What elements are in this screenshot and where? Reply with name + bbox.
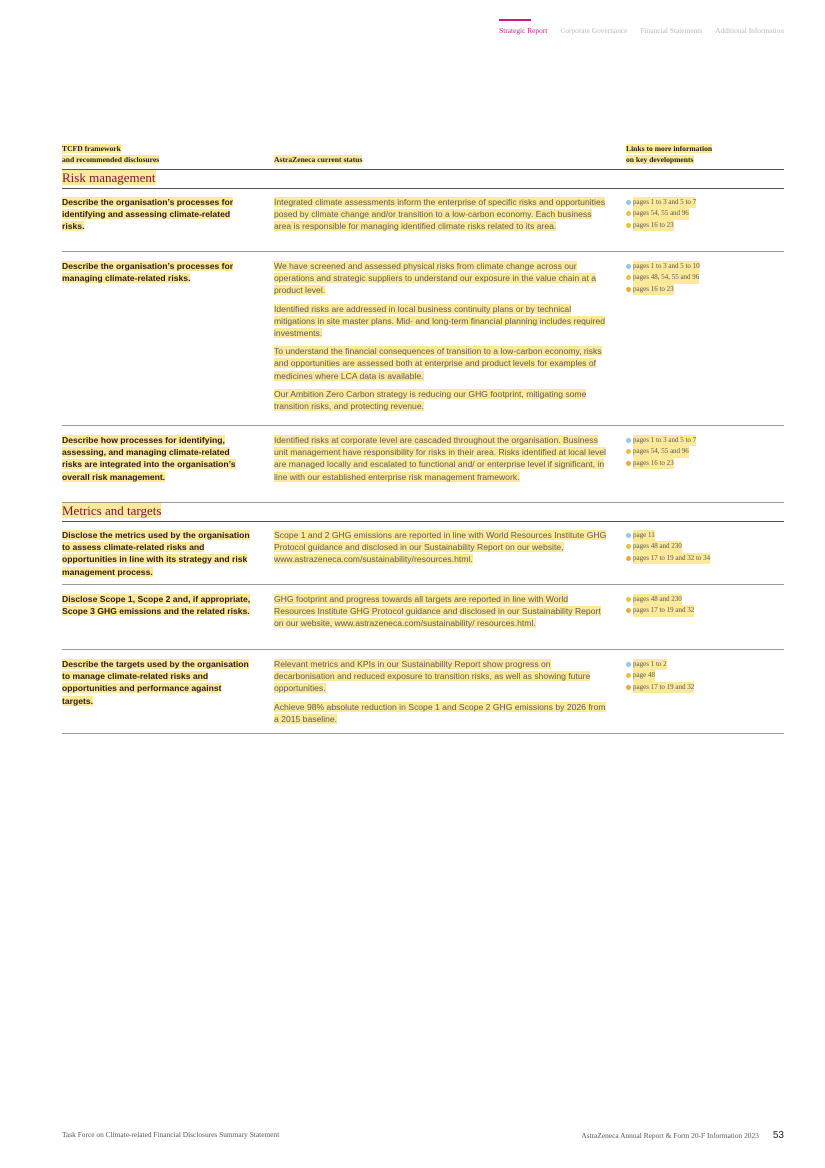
disclosure-text: Disclose the metrics used by the organisation to assess climate-related risks and opportunities in line with its strategy and risk management process. [62, 530, 250, 577]
header-links-line1: Links to more information [626, 144, 713, 153]
header-links [626, 143, 712, 165]
links-cell [626, 659, 776, 693]
table-row [62, 520, 784, 585]
links-cell [626, 530, 776, 564]
page-reference-text: pages 1 to 3 and 5 to 7 [633, 435, 696, 446]
page-number: 53 [772, 1130, 784, 1141]
disclosure-text: Describe the targets used by the organisation to manage climate-related risks and opportunities and performance against targets. [62, 659, 249, 706]
footer-title: Task Force on Climate-related Financial Disclosures Summary Statement [62, 1130, 280, 1139]
status-paragraph [274, 529, 611, 566]
section-title-metrics: Metrics and targets [62, 503, 162, 518]
table-row [62, 251, 784, 426]
footer-right [581, 1130, 784, 1141]
bullet-dot-icon [626, 461, 631, 466]
disclosure-cell [62, 260, 252, 284]
page-reference-text: pages 48, 54, 55 and 96 [633, 272, 699, 283]
status-text: Identified risks are addressed in local business continuity plans or by technical mitigations in site master plans. Mid- and long-term financial planning includes required investments. [274, 303, 606, 339]
disclosure-cell [62, 593, 252, 617]
status-text: Integrated climate assessments inform the enterprise of specific risks and opportunities posed by climate change and/or transition to a low-carbon economy. Each business area is responsible for managing identified climate risks related to its area. [274, 197, 606, 232]
bullet-dot-icon [626, 608, 631, 613]
nav-additional-information[interactable]: Additional Information [715, 26, 784, 35]
status-text: Achieve 98% absolute reduction in Scope 1 and Scope 2 GHG emissions by 2026 from a 2015 baseline. [274, 701, 606, 724]
bullet-dot-icon [626, 685, 631, 690]
status-text: GHG footprint and progress towards all targets are reported in line with World Resources Institute GHG Protocol guidance and disclosed in our Sustainability Report on our website, www.astrazeneca.com/sustainability/ resources.html. [274, 594, 601, 629]
page-reference-link[interactable] [626, 670, 776, 681]
status-cell [274, 196, 611, 239]
page-reference-text: pages 17 to 19 and 32 [633, 682, 694, 693]
status-paragraph [274, 658, 611, 695]
page-reference-link[interactable] [626, 659, 776, 670]
page-reference-link[interactable] [626, 594, 776, 605]
page-reference-link[interactable] [626, 541, 776, 552]
status-text: Relevant metrics and KPIs in our Sustainability Report show progress on decarbonisation and reduced exposure to transition risks, as well as showing future opportunities. [274, 659, 591, 694]
page-reference-text: pages 48 and 230 [633, 541, 682, 552]
header-status-text: AstraZeneca current status [274, 155, 363, 164]
page-reference-link[interactable] [626, 220, 776, 231]
status-cell [274, 593, 611, 636]
bullet-dot-icon [626, 275, 631, 280]
header-status [274, 154, 362, 165]
disclosure-text: Describe the organisation’s processes for managing climate-related risks. [62, 261, 234, 284]
page-reference-text: pages 54, 55 and 96 [633, 208, 689, 219]
disclosure-text: Describe how processes for identifying, assessing, and managing climate-related risks are integrated into the organisation’s overall risk management. [62, 435, 236, 482]
links-cell [626, 197, 776, 231]
bullet-dot-icon [626, 544, 631, 549]
page-reference-link[interactable] [626, 435, 776, 446]
page-reference-text: pages 1 to 2 [633, 659, 667, 670]
page-reference-link[interactable] [626, 284, 776, 295]
table-row [62, 425, 784, 503]
links-cell [626, 261, 776, 295]
table-row [62, 187, 784, 252]
page-reference-text: pages 1 to 3 and 5 to 7 [633, 197, 696, 208]
status-text: To understand the financial consequences of transition to a low-carbon economy, risks and opportunities are assessed both at enterprise and product levels for examples of medicines where LCA data is available. [274, 346, 602, 381]
bullet-dot-icon [626, 287, 631, 292]
status-paragraph [274, 388, 611, 412]
status-paragraph [274, 303, 611, 340]
header-tcfd-line2: and recommended disclosures [62, 155, 160, 164]
status-paragraph [274, 701, 611, 725]
nav-strategic-report[interactable]: Strategic Report [499, 26, 548, 35]
page-reference-text: pages 17 to 19 and 32 to 34 [633, 553, 710, 564]
bullet-dot-icon [626, 449, 631, 454]
status-text: Our Ambition Zero Carbon strategy is reducing our GHG footprint, mitigating some transition risks, and protecting revenue. [274, 388, 587, 412]
page-reference-link[interactable] [626, 605, 776, 616]
nav-financial-statements[interactable]: Financial Statements [640, 26, 703, 35]
page-reference-text: pages 1 to 3 and 5 to 10 [633, 261, 700, 272]
bullet-dot-icon [626, 223, 631, 228]
bullet-dot-icon [626, 673, 631, 678]
page-reference-text: page 48 [633, 670, 655, 681]
bullet-dot-icon [626, 597, 631, 602]
header-links-line2: on key developments [626, 155, 694, 164]
disclosure-cell [62, 529, 252, 578]
table-row [62, 649, 784, 734]
page-reference-text: pages 16 to 23 [633, 284, 674, 295]
bullet-dot-icon [626, 438, 631, 443]
bullet-dot-icon [626, 662, 631, 667]
footer-report-title: AstraZeneca Annual Report & Form 20-F Information 2023 [581, 1131, 759, 1140]
status-paragraph [274, 345, 611, 382]
top-navigation [499, 26, 784, 35]
status-cell [274, 529, 611, 572]
page-reference-link[interactable] [626, 530, 776, 541]
bullet-dot-icon [626, 200, 631, 205]
nav-corporate-governance[interactable]: Corporate Governance [560, 26, 628, 35]
disclosure-cell [62, 434, 252, 483]
page-reference-text: pages 17 to 19 and 32 [633, 605, 694, 616]
bullet-dot-icon [626, 556, 631, 561]
page-reference-text: page 11 [633, 530, 655, 541]
page-reference-text: pages 54, 55 and 96 [633, 446, 689, 457]
status-cell [274, 434, 611, 489]
header-tcfd [62, 143, 159, 165]
disclosure-cell [62, 658, 252, 707]
disclosure-text: Disclose Scope 1, Scope 2 and, if appropriate, Scope 3 GHG emissions and the related risks. [62, 594, 251, 617]
status-paragraph [274, 196, 611, 233]
disclosure-cell [62, 196, 252, 233]
status-paragraph [274, 260, 611, 297]
bullet-dot-icon [626, 264, 631, 269]
links-cell [626, 435, 776, 469]
table-row [62, 584, 784, 650]
page-reference-text: pages 16 to 23 [633, 458, 674, 469]
page-reference-link[interactable] [626, 208, 776, 219]
page-reference-link[interactable] [626, 458, 776, 469]
status-cell [274, 658, 611, 731]
page-reference-link[interactable] [626, 682, 776, 693]
status-text: Scope 1 and 2 GHG emissions are reported in line with World Resources Institute GHG Protocol guidance and disclosed in our Sustainability Report on our website, www.astrazeneca.com/sustainability/resources.html. [274, 530, 607, 565]
page-reference-link[interactable] [626, 553, 776, 564]
section-heading-metrics-targets [62, 503, 784, 522]
bullet-dot-icon [626, 533, 631, 538]
page-reference-link[interactable] [626, 261, 776, 272]
page-reference-link[interactable] [626, 197, 776, 208]
status-paragraph [274, 434, 611, 483]
header-tcfd-line1: TCFD framework [62, 144, 121, 153]
section-title-risk: Risk management [62, 170, 156, 185]
page-reference-link[interactable] [626, 272, 776, 283]
bullet-dot-icon [626, 211, 631, 216]
status-text: Identified risks at corporate level are cascaded throughout the organisation. Business unit management have responsibility for risks in their area. Risks identified at local level are managed locally and escalated to functional and/ or enterprise level if significant, in line with our established enterprise risk management framework. [274, 435, 606, 482]
page-reference-link[interactable] [626, 446, 776, 457]
page-reference-text: pages 48 and 230 [633, 594, 682, 605]
table-header [62, 145, 784, 170]
status-paragraph [274, 593, 611, 630]
page-reference-text: pages 16 to 23 [633, 220, 674, 231]
disclosure-text: Describe the organisation’s processes for identifying and assessing climate-related risks. [62, 197, 234, 232]
status-text: We have screened and assessed physical risks from climate change across our operations and strategic suppliers to understand our exposure in the value chain at a product level. [274, 261, 596, 296]
links-cell [626, 594, 776, 617]
status-cell [274, 260, 611, 418]
